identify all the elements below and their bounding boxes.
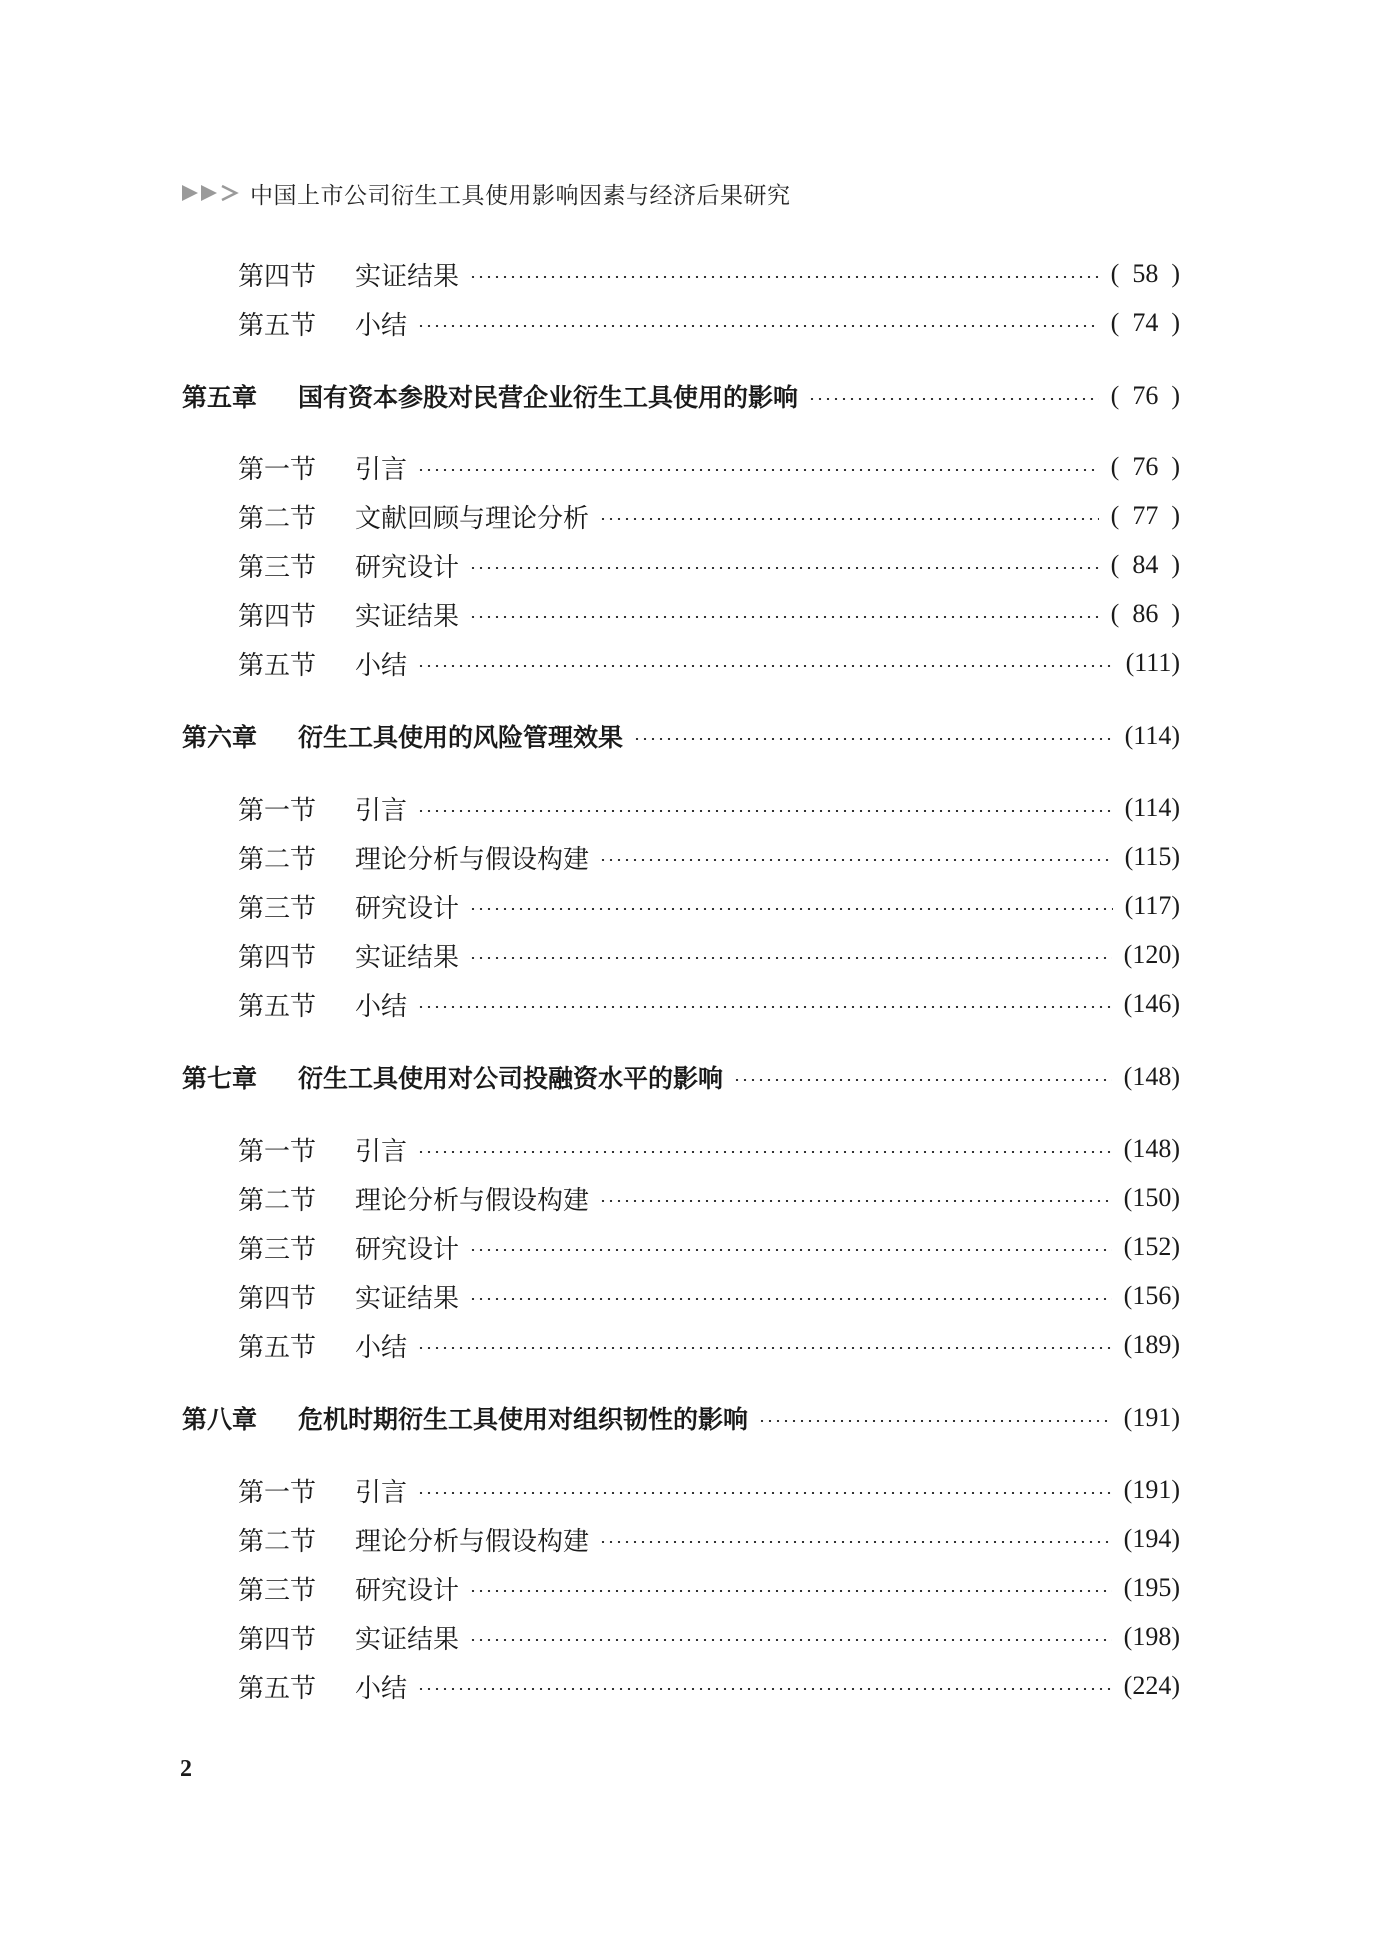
toc-chapter-row[interactable] bbox=[182, 376, 1180, 416]
toc-section-row[interactable] bbox=[238, 545, 1180, 585]
toc-page-number: (156) bbox=[1123, 1281, 1180, 1310]
dot-leader bbox=[417, 1347, 1112, 1349]
dot-leader bbox=[417, 1492, 1112, 1494]
toc-section-row[interactable] bbox=[238, 1129, 1180, 1169]
toc-section-row[interactable] bbox=[238, 1519, 1180, 1559]
section-title: 引言 bbox=[355, 1477, 408, 1508]
section-title: 实证结果 bbox=[355, 942, 460, 973]
dot-leader bbox=[417, 1151, 1112, 1153]
dot-leader bbox=[733, 1079, 1112, 1081]
toc-page-number: (117) bbox=[1124, 891, 1180, 920]
section-number: 第五节 bbox=[238, 1673, 317, 1704]
section-title: 实证结果 bbox=[355, 601, 460, 632]
toc-page-number: ( 76 ) bbox=[1110, 452, 1180, 481]
section-number: 第四节 bbox=[238, 1624, 317, 1655]
section-title: 研究设计 bbox=[355, 552, 460, 583]
toc-page-number: (115) bbox=[1124, 842, 1180, 871]
dot-leader bbox=[469, 1249, 1112, 1251]
toc-section-row[interactable] bbox=[238, 935, 1180, 975]
dot-leader bbox=[469, 1639, 1112, 1641]
section-title: 小结 bbox=[355, 991, 408, 1022]
section-number: 第一节 bbox=[238, 795, 317, 826]
dot-leader bbox=[469, 957, 1112, 959]
section-number: 第三节 bbox=[238, 1575, 317, 1606]
toc-page-number: (191) bbox=[1123, 1475, 1180, 1504]
toc-page-number: (111) bbox=[1125, 648, 1180, 677]
section-title: 文献回顾与理论分析 bbox=[355, 503, 590, 534]
page-number: 2 bbox=[180, 1756, 192, 1782]
toc-page-number: ( 74 ) bbox=[1110, 308, 1180, 337]
dot-leader bbox=[469, 616, 1099, 618]
toc-section-row[interactable] bbox=[238, 886, 1180, 926]
section-number: 第二节 bbox=[238, 1526, 317, 1557]
toc-section-row[interactable] bbox=[238, 1617, 1180, 1657]
section-title: 小结 bbox=[355, 310, 408, 341]
toc-section-row[interactable] bbox=[238, 1178, 1180, 1218]
dot-leader bbox=[417, 1006, 1112, 1008]
dot-leader bbox=[808, 398, 1099, 400]
section-number: 第五节 bbox=[238, 1332, 317, 1363]
dot-leader bbox=[599, 1200, 1112, 1202]
toc-section-row[interactable] bbox=[238, 1276, 1180, 1316]
section-number: 第二节 bbox=[238, 503, 317, 534]
chapter-number: 第五章 bbox=[182, 383, 258, 412]
toc-page-number: (114) bbox=[1124, 793, 1180, 822]
dot-leader bbox=[469, 1298, 1112, 1300]
section-number: 第一节 bbox=[238, 1136, 317, 1167]
chapter-title: 国有资本参股对民营企业衍生工具使用的影响 bbox=[298, 383, 799, 412]
toc-page-number: (194) bbox=[1123, 1524, 1180, 1553]
section-title: 小结 bbox=[355, 1332, 408, 1363]
toc-page-number: ( 77 ) bbox=[1110, 501, 1180, 530]
toc-section-row[interactable] bbox=[238, 496, 1180, 536]
dot-leader bbox=[417, 1688, 1112, 1690]
toc-chapter-row[interactable] bbox=[182, 1398, 1180, 1438]
section-number: 第五节 bbox=[238, 991, 317, 1022]
section-title: 理论分析与假设构建 bbox=[355, 1185, 590, 1216]
toc-page-number: (152) bbox=[1123, 1232, 1180, 1261]
section-number: 第三节 bbox=[238, 893, 317, 924]
toc-page-number: ( 76 ) bbox=[1110, 381, 1180, 410]
dot-leader bbox=[599, 518, 1099, 520]
toc-page-number: (148) bbox=[1123, 1062, 1180, 1091]
toc-section-row[interactable] bbox=[238, 984, 1180, 1024]
chapter-number: 第六章 bbox=[182, 723, 258, 752]
dot-leader bbox=[599, 859, 1113, 861]
toc-page-number: (146) bbox=[1123, 989, 1180, 1018]
section-title: 实证结果 bbox=[355, 1283, 460, 1314]
book-title: 中国上市公司衍生工具使用影响因素与经济后果研究 bbox=[250, 182, 791, 209]
section-title: 理论分析与假设构建 bbox=[355, 844, 590, 875]
section-number: 第三节 bbox=[238, 552, 317, 583]
section-title: 引言 bbox=[355, 795, 408, 826]
toc-section-row[interactable] bbox=[238, 1666, 1180, 1706]
running-header bbox=[182, 176, 791, 210]
section-title: 研究设计 bbox=[355, 893, 460, 924]
toc-page-number: (150) bbox=[1123, 1183, 1180, 1212]
toc-page-number: (198) bbox=[1123, 1622, 1180, 1651]
toc-page-number: (195) bbox=[1123, 1573, 1180, 1602]
toc-page-number: (224) bbox=[1123, 1671, 1180, 1700]
dot-leader bbox=[633, 738, 1113, 740]
toc-page-number: (189) bbox=[1123, 1330, 1180, 1359]
toc-section-row[interactable] bbox=[238, 1568, 1180, 1608]
section-title: 引言 bbox=[355, 1136, 408, 1167]
dot-leader bbox=[417, 325, 1099, 327]
section-title: 小结 bbox=[355, 1673, 408, 1704]
section-number: 第二节 bbox=[238, 844, 317, 875]
section-number: 第三节 bbox=[238, 1234, 317, 1265]
dot-leader bbox=[417, 810, 1113, 812]
dot-leader bbox=[758, 1420, 1112, 1422]
toc-page-number: ( 58 ) bbox=[1110, 259, 1180, 288]
toc-chapter-row[interactable] bbox=[182, 1057, 1180, 1097]
chapter-title: 危机时期衍生工具使用对组织韧性的影响 bbox=[298, 1405, 749, 1434]
dot-leader bbox=[469, 276, 1099, 278]
section-title: 研究设计 bbox=[355, 1234, 460, 1265]
dot-leader bbox=[469, 908, 1113, 910]
toc-section-row[interactable] bbox=[238, 643, 1180, 683]
toc-page-number: (191) bbox=[1123, 1403, 1180, 1432]
section-number: 第四节 bbox=[238, 261, 317, 292]
section-title: 实证结果 bbox=[355, 261, 460, 292]
section-number: 第四节 bbox=[238, 1283, 317, 1314]
dot-leader bbox=[417, 469, 1099, 471]
chapter-number: 第八章 bbox=[182, 1405, 258, 1434]
section-number: 第二节 bbox=[238, 1185, 317, 1216]
toc-section-row[interactable] bbox=[238, 254, 1180, 294]
toc-page-number: (114) bbox=[1124, 721, 1180, 750]
section-title: 理论分析与假设构建 bbox=[355, 1526, 590, 1557]
section-title: 引言 bbox=[355, 454, 408, 485]
toc-section-row[interactable] bbox=[238, 303, 1180, 343]
triple-arrow-icon bbox=[182, 183, 240, 203]
section-title: 实证结果 bbox=[355, 1624, 460, 1655]
chapter-number: 第七章 bbox=[182, 1064, 258, 1093]
section-number: 第一节 bbox=[238, 454, 317, 485]
toc-page-number: (120) bbox=[1123, 940, 1180, 969]
toc-page-number: (148) bbox=[1123, 1134, 1180, 1163]
chapter-title: 衍生工具使用对公司投融资水平的影响 bbox=[298, 1064, 724, 1093]
toc-section-row[interactable] bbox=[238, 594, 1180, 634]
section-number: 第四节 bbox=[238, 942, 317, 973]
chapter-title: 衍生工具使用的风险管理效果 bbox=[298, 723, 624, 752]
section-title: 小结 bbox=[355, 650, 408, 681]
dot-leader bbox=[599, 1541, 1112, 1543]
toc-section-row[interactable] bbox=[238, 788, 1180, 828]
toc-section-row[interactable] bbox=[238, 1227, 1180, 1267]
toc-section-row[interactable] bbox=[238, 1470, 1180, 1510]
section-number: 第五节 bbox=[238, 650, 317, 681]
section-number: 第五节 bbox=[238, 310, 317, 341]
toc-chapter-row[interactable] bbox=[182, 716, 1180, 756]
section-number: 第四节 bbox=[238, 601, 317, 632]
section-title: 研究设计 bbox=[355, 1575, 460, 1606]
toc-section-row[interactable] bbox=[238, 1325, 1180, 1365]
section-number: 第一节 bbox=[238, 1477, 317, 1508]
toc-page-number: ( 86 ) bbox=[1110, 599, 1180, 628]
toc-section-row[interactable] bbox=[238, 837, 1180, 877]
toc-section-row[interactable] bbox=[238, 447, 1180, 487]
dot-leader bbox=[469, 567, 1099, 569]
dot-leader bbox=[417, 665, 1114, 667]
toc-page-number: ( 84 ) bbox=[1110, 550, 1180, 579]
dot-leader bbox=[469, 1590, 1112, 1592]
